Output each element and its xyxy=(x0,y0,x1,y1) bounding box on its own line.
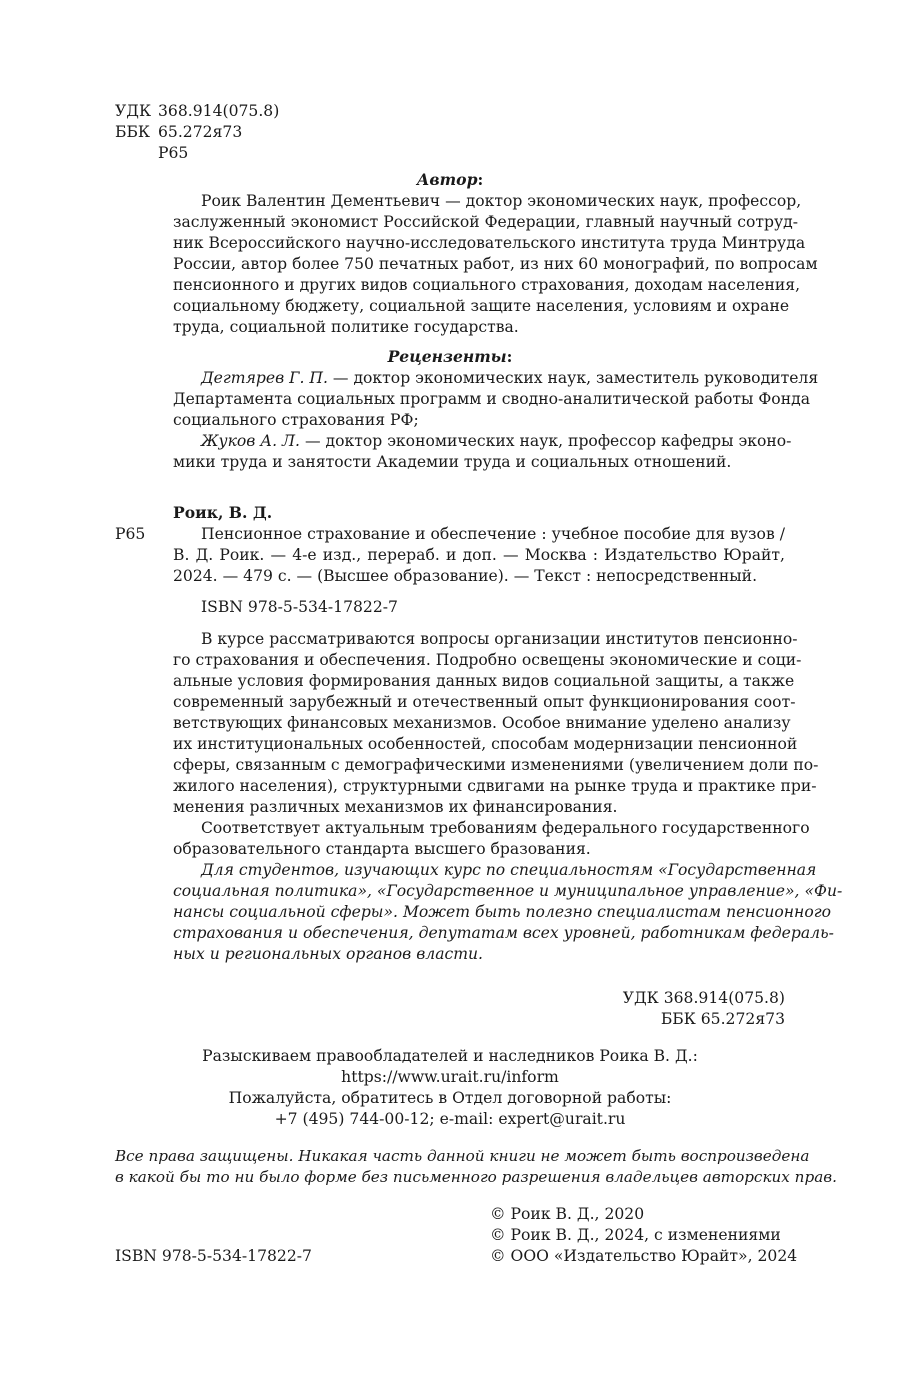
udk-header-label: УДК xyxy=(115,102,152,120)
annotation-p3-line-4: страхования и обеспечения, депутатам всех уровней, работникам федераль- xyxy=(173,924,834,942)
bib-mark: Р65 xyxy=(115,525,146,543)
annotation-p3-line-5: ных и региональных органов власти. xyxy=(173,945,484,963)
reviewers-heading-colon: : xyxy=(506,347,513,366)
rights-holders-contact: +7 (495) 744-00-12; e-mail: expert@urait.ru xyxy=(274,1110,626,1128)
author-heading-colon: : xyxy=(477,170,484,189)
reviewer-2-name: Жуков А. Л. xyxy=(201,432,300,450)
author-line-2: заслуженный экономист Российской Федерации, главный научный сотруд- xyxy=(173,213,798,231)
bbk-classification: ББК 65.272я73 xyxy=(660,1010,785,1028)
author-line-5: пенсионного и других видов социального страхования, доходам населения, xyxy=(173,276,801,294)
annotation-p1-line-1: В курсе рассматриваются вопросы организации институтов пенсионно- xyxy=(201,630,798,648)
bib-line-2: В. Д. Роик. — 4-е изд., перераб. и доп. — Москва : Издательство Юрайт, xyxy=(173,546,785,564)
annotation-p1-line-6: их институциональных особенностей, способам модернизации пенсионной xyxy=(173,735,798,753)
annotation-p3-line-3: нансы социальной сферы». Может быть полезно специалистам пенсионного xyxy=(173,903,831,921)
reviewer-1-name: Дегтярев Г. П. xyxy=(201,369,328,387)
copyright-line-1: © Роик В. Д., 2020 xyxy=(490,1205,645,1223)
udk-classification: УДК 368.914(075.8) xyxy=(622,989,785,1007)
bib-line-3: 2024. — 479 с. — (Высшее образование). — Текст : непосредственный. xyxy=(173,567,758,585)
annotation-p1-line-8: жилого населения), структурными сдвигами на рынке труда и практике при- xyxy=(173,777,817,795)
bib-author: Роик, В. Д. xyxy=(173,503,273,522)
annotation-p1-line-3: альные условия формирования данных видов социальной защиты, а также xyxy=(173,672,795,690)
author-line-1: Роик Валентин Дементьевич — доктор экономических наук, профессор, xyxy=(201,192,802,210)
reviewer-1-line-3: социального страхования РФ; xyxy=(173,411,419,429)
author-heading-text: Автор xyxy=(416,170,478,189)
reviewers-heading xyxy=(115,347,785,367)
annotation-p1-line-7: сферы, связанным с демографическими изменениями (увеличением доли по- xyxy=(173,756,819,774)
footer-isbn: ISBN 978-5-534-17822-7 xyxy=(115,1247,312,1265)
annotation-p1-line-9: менения различных механизмов их финансирования. xyxy=(173,798,618,816)
annotation-p1-line-2: го страхования и обеспечения. Подробно освещены экономические и соци- xyxy=(173,651,802,669)
reviewer-2-line-2: мики труда и занятости Академии труда и социальных отношений. xyxy=(173,453,732,471)
rights-notice-line-2: в какой бы то ни было форме без письменного разрешения владельцев авторских прав. xyxy=(115,1168,837,1186)
annotation-p1-line-5: ветствующих финансовых механизмов. Особое внимание уделено анализу xyxy=(173,714,791,732)
udk-header-value: 368.914(075.8) xyxy=(158,102,280,120)
annotation-p1-line-4: современный зарубежный и отечественный опыт функционирования соот- xyxy=(173,693,796,711)
bib-isbn: ISBN 978-5-534-17822-7 xyxy=(201,598,398,616)
rights-holders-url: https://www.urait.ru/inform xyxy=(341,1068,559,1086)
author-heading xyxy=(115,170,785,190)
rights-holders-line-1: Разыскиваем правообладателей и наследников Роика В. Д.: xyxy=(202,1047,698,1065)
bbk-header-label: ББК xyxy=(115,123,150,141)
rights-notice-line-1: Все права защищены. Никакая часть данной книги не может быть воспроизведена xyxy=(115,1147,810,1165)
reviewer-1-line-1 xyxy=(201,368,819,388)
author-mark: Р65 xyxy=(158,144,189,162)
copyright-line-2: © Роик В. Д., 2024, с изменениями xyxy=(490,1226,781,1244)
author-line-4: России, автор более 750 печатных работ, из них 60 монографий, по вопросам xyxy=(173,255,818,273)
author-line-6: социальному бюджету, социальной защите населения, условиям и охране xyxy=(173,297,790,315)
annotation-p3-line-2: социальная политика», «Государственное и муниципальное управление», «Фи- xyxy=(173,882,843,900)
reviewer-1-line-2: Департамента социальных программ и сводно-аналитической работы Фонда xyxy=(173,390,810,408)
rights-holders-line-3: Пожалуйста, обратитесь в Отдел договорной работы: xyxy=(228,1089,672,1107)
author-line-3: ник Всероссийского научно-исследовательского института труда Минтруда xyxy=(173,234,806,252)
annotation-p2-line-2: образовательного стандарта высшего бразования. xyxy=(173,840,591,858)
annotation-p3-line-1: Для студентов, изучающих курс по специальностям «Государственная xyxy=(201,861,817,879)
copyright-line-3: © ООО «Издательство Юрайт», 2024 xyxy=(490,1247,798,1265)
bbk-header-value: 65.272я73 xyxy=(158,123,243,141)
reviewer-1-title: — доктор экономических наук, заместитель руководителя xyxy=(327,369,819,387)
bib-line-1: Пенсионное страхование и обеспечение : учебное пособие для вузов / xyxy=(201,525,785,543)
annotation-p2-line-1: Соответствует актуальным требованиям федерального государственного xyxy=(201,819,810,837)
author-line-7: труда, социальной политике государства. xyxy=(173,318,519,336)
reviewer-2-line-1 xyxy=(201,431,792,451)
reviewers-heading-text: Рецензенты xyxy=(387,347,507,366)
reviewer-2-title: — доктор экономических наук, профессор кафедры эконо- xyxy=(300,432,792,450)
